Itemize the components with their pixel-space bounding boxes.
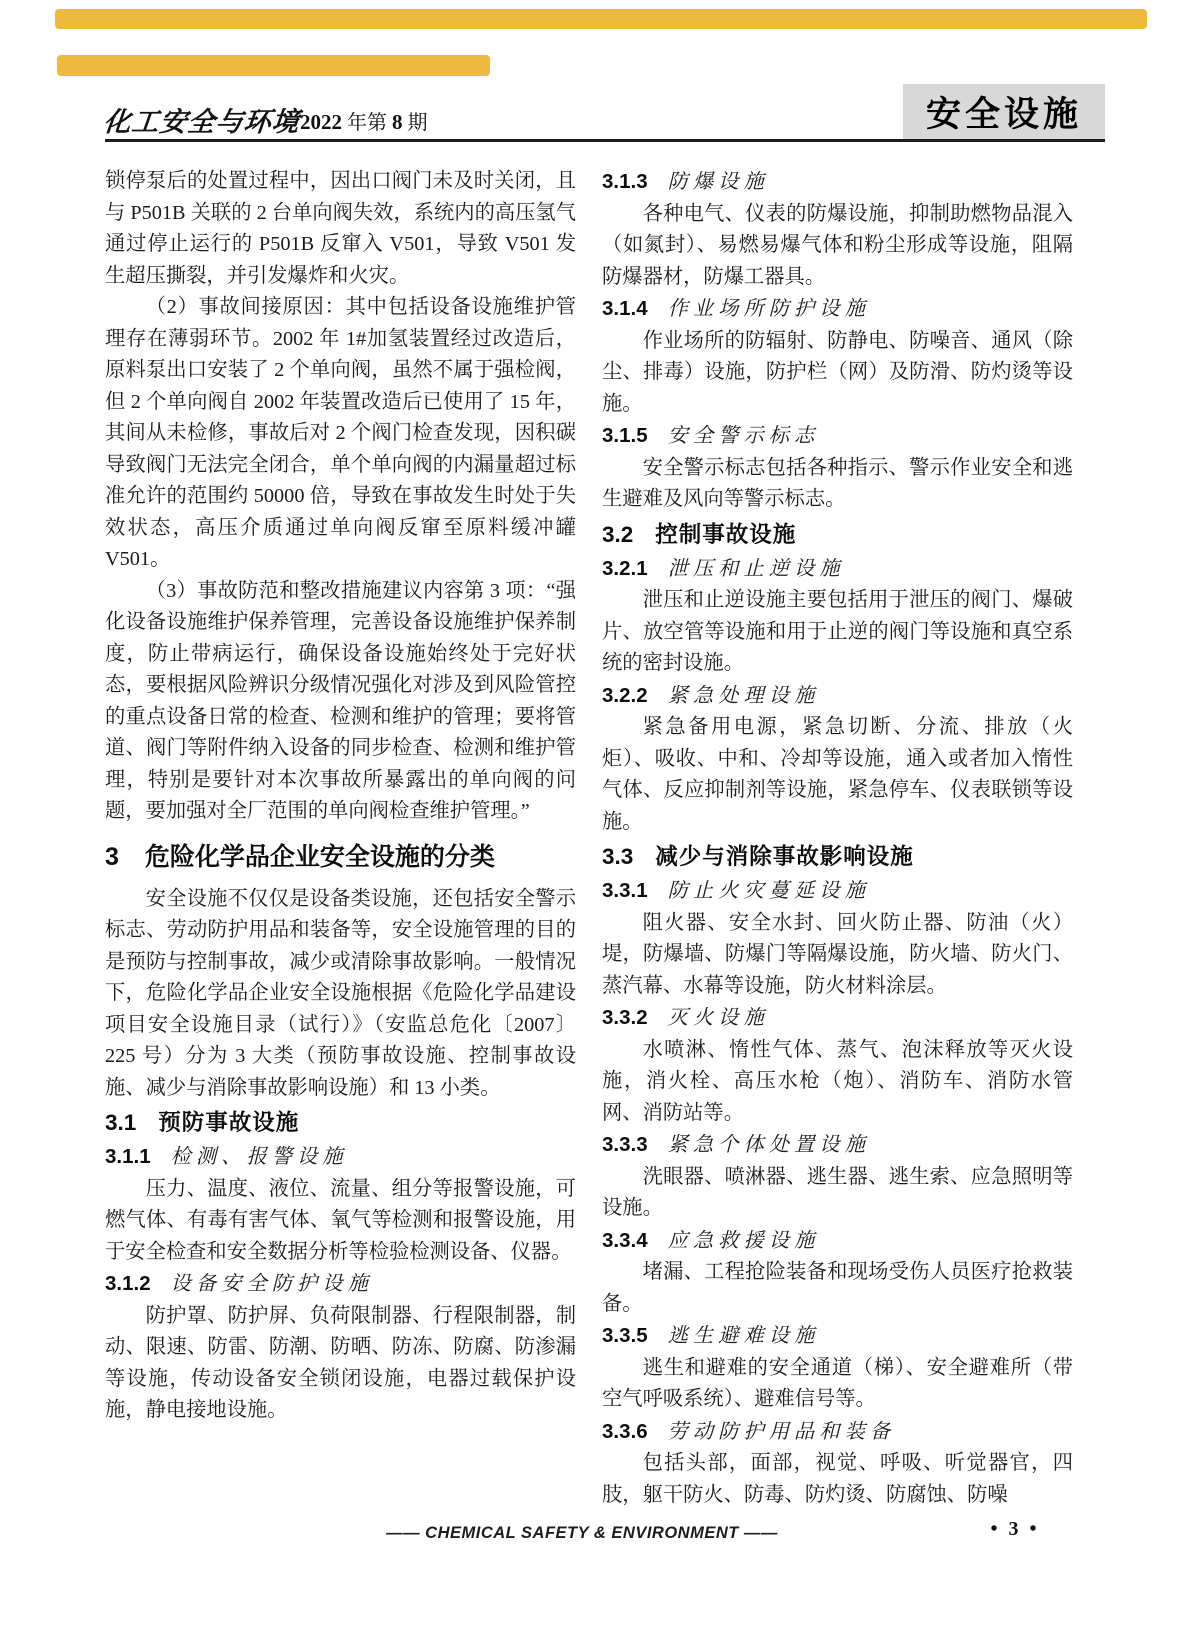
heading-number: 3.1.1 [105, 1145, 151, 1168]
heading-number: 3 [105, 842, 119, 871]
clause-heading [602, 680, 1073, 713]
issue-suffix-text: 期 [402, 112, 428, 134]
paragraph: 紧急备用电源，紧急切断、分流、排放（火炬）、吸收、中和、冷却等设施，通入或者加入惰性气体、反应抑制剂等设施，紧急停车、仪表联锁等设施。 [602, 716, 1073, 833]
left-column [105, 166, 576, 1427]
clause-heading [602, 875, 1073, 908]
clause-heading [602, 1225, 1073, 1258]
heading-number: 3.3.5 [602, 1324, 648, 1347]
heading-title: 控制事故设施 [655, 521, 797, 547]
right-column [602, 166, 1073, 1511]
heading-title: 设备安全防护设施 [170, 1273, 373, 1295]
heading-number: 3.1 [105, 1110, 137, 1135]
subsection-heading [602, 841, 1073, 873]
clause-heading [105, 1141, 576, 1174]
heading-number: 3.3.2 [602, 1006, 648, 1029]
issue-number: 8 [392, 110, 403, 134]
clause-heading [602, 553, 1073, 586]
heading-title: 泄压和止逆设施 [667, 557, 845, 580]
paragraph: 压力、温度、液位、流量、组分等报警设施，可燃气体、有毒有害气体、氧气等检测和报警设施，用于安全检查和安全数据分析等检验检测设备、仪器。 [105, 1177, 576, 1263]
heading-title: 防止火灾蔓延设施 [667, 880, 870, 902]
heading-number: 3.3.3 [602, 1133, 648, 1156]
subsection-heading [602, 519, 1073, 551]
highlight-bar-top [55, 9, 1147, 29]
heading-number: 3.3 [602, 844, 634, 869]
heading-number: 3.3.1 [602, 879, 648, 902]
heading-title: 检测、报警设施 [170, 1146, 348, 1168]
issue-mid-text: 年第 [342, 112, 392, 134]
paragraph: 堵漏、工程抢险装备和现场受伤人员医疗抢救装备。 [602, 1261, 1073, 1315]
heading-number: 3.1.4 [602, 297, 648, 320]
clause-heading [602, 166, 1073, 199]
paragraph: 作业场所的防辐射、防静电、防噪音、通风（除尘、排毒）设施，防护栏（网）及防滑、防灼烫等设施。 [602, 329, 1073, 415]
paragraph: 水喷淋、惰性气体、蒸气、泡沫释放等灭火设施，消火栓、高压水枪（炮）、消防车、消防水管网、消防站等。 [602, 1038, 1073, 1124]
paragraph: （2）事故间接原因：其中包括设备设施维护管理存在薄弱环节。2002 年 1#加氢装置经过改造后，原料泵出口安装了 2 个单向阀，虽然不属于强检阀，但 2 个单向阀自 2002 年装置改造后已使用了 15 年，其间从未检修，事故后对 2 个阀门检查发现，因积碳导致阀门无法完全闭合，单个单向阀的内漏量超过标准允许的范围约 50000 倍，导致在事故发生时处于失效状态，高压介质通过单向阀反窜至原料缓冲罐 V501。 [105, 296, 576, 570]
clause-heading [602, 1416, 1073, 1449]
heading-title: 预防事故设施 [158, 1110, 300, 1135]
heading-title: 安全警示标志 [667, 425, 820, 447]
highlight-bar-left [57, 55, 490, 76]
paragraph: 逃生和避难的安全通道（梯）、安全避难所（带空气呼吸系统）、避难信号等。 [602, 1356, 1073, 1410]
clause-heading [602, 1002, 1073, 1035]
heading-title: 灭火设施 [667, 1007, 769, 1029]
paragraph: 阻火器、安全水封、回火防止器、防油（火）堤，防爆墙、防爆门等隔爆设施，防火墙、防火门、蒸汽幕、水幕等设施，防火材料涂层。 [602, 911, 1073, 997]
clause-heading [602, 1320, 1073, 1353]
heading-title: 紧急处理设施 [667, 684, 820, 707]
paragraph: 泄压和止逆设施主要包括用于泄压的阀门、爆破片、放空管等设施和用于止逆的阀门等设施和真空系统的密封设施。 [602, 589, 1073, 674]
paragraph: 包括头部，面部，视觉、呼吸、听觉器官，四肢，躯干防火、防毒、防灼烫、防腐蚀、防噪 [602, 1452, 1073, 1506]
heading-title: 作业场所防护设施 [667, 298, 870, 320]
heading-number: 3.3.6 [602, 1419, 648, 1443]
heading-title: 紧急个体处置设施 [667, 1134, 870, 1156]
heading-title: 危险化学品企业安全设施的分类 [144, 842, 495, 871]
section-label: 安全设施 [925, 95, 1082, 134]
heading-title: 防爆设施 [667, 171, 769, 193]
heading-number: 3.1.2 [105, 1272, 151, 1295]
issue-info [300, 106, 428, 135]
paragraph: 安全警示标志包括各种指示、警示作业安全和逃生避难及风向等警示标志。 [602, 456, 1073, 510]
footer-journal-name: —— CHEMICAL SAFETY & ENVIRONMENT —— [386, 1524, 778, 1542]
heading-number: 3.3.4 [602, 1228, 648, 1252]
paragraph: （3）事故防范和整改措施建议内容第 3 项：“强化设备设施维护保养管理，完善设备设施维护保养制度，防止带病运行，确保设备设施始终处于完好状态，要根据风险辨识分级情况强化对涉及到风险管控的重点设备日常的检查、检测和维护的管理；要将管道、阀门等附件纳入设备的同步检查、检测和维护管理，特别是要针对本次事故所暴露出的单向阀的问题，要加强对全厂范围的单向阀检查维护管理。” [105, 579, 576, 822]
paragraph: 安全设施不仅仅是设备类设施，还包括安全警示标志、劳动防护用品和装备等，安全设施管理的目的是预防与控制事故，减少或清除事故影响。一般情况下，危险化学品企业安全设施根据《危险化学品建设项目安全设施目录（试行）》（安监总危化〔2007〕225 号）分为 3 大类（预防事故设施、控制事故设施、减少与消除事故影响设施）和 13 小类。 [105, 887, 576, 1099]
journal-logo: 化工安全与环境 [102, 107, 302, 138]
heading-number: 3.2 [602, 521, 634, 547]
paragraph: 洗眼器、喷淋器、逃生器、逃生索、应急照明等设施。 [602, 1165, 1073, 1219]
heading-number: 3.1.5 [602, 424, 648, 447]
heading-number: 3.2.2 [602, 683, 648, 707]
paragraph: 防护罩、防护屏、负荷限制器、行程限制器，制动、限速、防雷、防潮、防晒、防冻、防腐、防渗漏等设施，传动设备安全锁闭设施，电器过载保护设施，静电接地设施。 [105, 1304, 576, 1421]
heading-title: 应急救援设施 [667, 1229, 820, 1252]
heading-title: 劳动防护用品和装备 [667, 1420, 896, 1443]
heading-number: 3.1.3 [602, 170, 648, 193]
heading-title: 逃生避难设施 [667, 1325, 820, 1347]
header-rule [105, 139, 1105, 142]
paragraph: 锁停泵后的处置过程中，因出口阀门未及时关闭，且与 P501B 关联的 2 台单向阀失效，系统内的高压氢气通过停止运行的 P501B 反窜入 V501，导致 V501 发生超压撕裂，并引发爆炸和火灾。 [105, 170, 576, 287]
paragraph: 各种电气、仪表的防爆设施，抑制助燃物品混入（如氮封）、易燃易爆气体和粉尘形成等设施，阻隔防爆器材，防爆工器具。 [602, 202, 1073, 288]
issue-year: 2022 [300, 110, 342, 134]
clause-heading [602, 1129, 1073, 1162]
subsection-heading [105, 1107, 576, 1139]
clause-heading [602, 293, 1073, 326]
clause-heading [105, 1268, 576, 1301]
page-number: • 3 • [990, 1518, 1040, 1540]
section-heading [105, 842, 576, 872]
heading-title: 减少与消除事故影响设施 [655, 844, 914, 869]
section-label-box [903, 84, 1105, 140]
heading-number: 3.2.1 [602, 556, 648, 580]
clause-heading [602, 420, 1073, 453]
